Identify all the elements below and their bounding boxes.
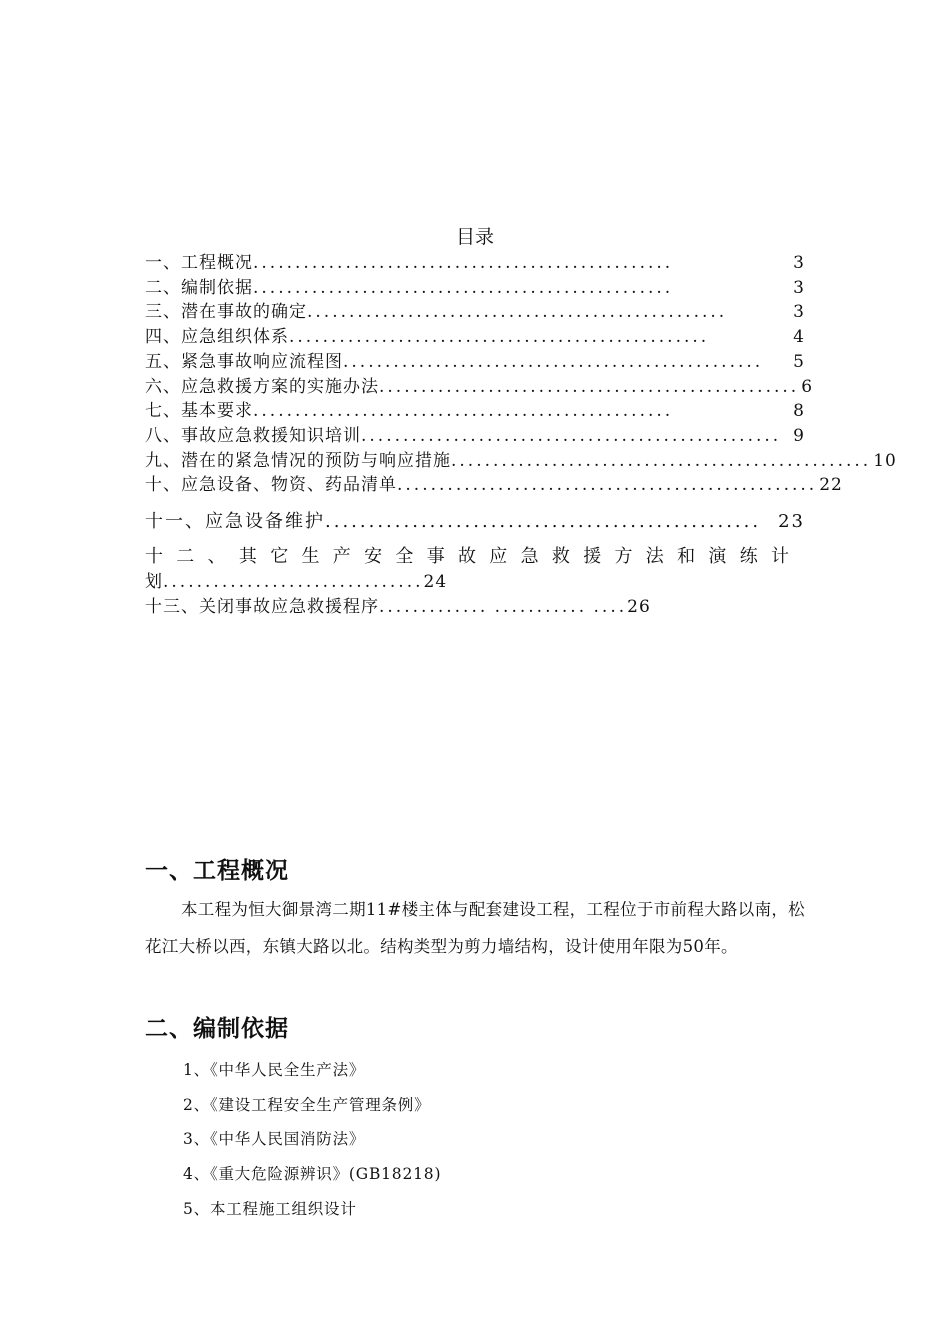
toc-page-number: 26 (627, 597, 651, 618)
toc-entry-label: 一、工程概况 (145, 253, 253, 273)
toc-page-number: 6 (801, 376, 814, 397)
toc-entry-label: 三、潜在事故的确定 (145, 302, 307, 323)
toc-page-number: 23 (778, 511, 805, 533)
toc-page-number: 4 (793, 327, 805, 348)
toc-leader-dots: .................................................. (253, 277, 674, 298)
toc-entry-label: 八、事故应急救援知识培训 (145, 425, 361, 446)
toc-entry[interactable] (145, 508, 805, 536)
toc-entry-label: 四、应急组织体系 (145, 327, 289, 348)
toc-page-number: 10 (873, 450, 897, 471)
toc-entry[interactable] (145, 251, 805, 276)
toc-entry-label: 十一、应急设备维护 (145, 511, 325, 533)
toc-leader-dots: .................................................. (307, 302, 728, 323)
list-item: 4、《重大危险源辨识》(GB18218) (183, 1165, 442, 1184)
toc-page-number: 22 (819, 475, 843, 496)
toc-page-number: 24 (423, 572, 448, 593)
toc-entry[interactable] (145, 350, 805, 375)
toc-entry[interactable] (145, 375, 814, 400)
toc-entry-label: 二、编制依据 (145, 277, 253, 298)
toc-entry-label: 六、应急救援方案的实施办法 (145, 376, 379, 397)
toc-leader-dots: .................................................. (379, 376, 800, 397)
toc-leader-dots: .................................................. (361, 425, 782, 446)
section-heading: 一、工程概况 (145, 858, 289, 884)
toc-entry-label: 九、潜在的紧急情况的预防与响应措施 (145, 450, 451, 471)
toc-leader-dots: .... (593, 597, 628, 618)
toc-entry-label: 十三、关闭事故应急救援程序 (145, 597, 379, 618)
toc-entry[interactable] (145, 399, 805, 424)
toc-page-number: 3 (793, 277, 805, 298)
toc-leader-dots: ............................... (163, 572, 424, 593)
toc-page-number: 3 (793, 302, 805, 323)
section-paragraph: 本工程为恒大御景湾二期11#楼主体与配套建设工程，工程位于市前程大路以南，松花江大桥以西，东镇大路以北。结构类型为剪力墙结构，设计使用年限为50年。 (145, 900, 805, 956)
toc-leader-dots: .................................................. (289, 327, 710, 348)
toc-page-number: 9 (793, 425, 805, 446)
toc-page-number: 8 (793, 401, 805, 422)
toc-entry-label: 划 (145, 572, 163, 593)
toc-leader-dots: .................................................. (451, 450, 872, 471)
toc-entry-label: 五、紧急事故响应流程图 (145, 351, 343, 372)
toc-page-number: 3 (793, 253, 805, 273)
section-heading: 二、编制依据 (145, 1016, 289, 1042)
toc-page-number: 5 (793, 351, 805, 372)
table-of-contents (145, 251, 897, 620)
list-item: 1、《中华人民全生产法》 (183, 1061, 366, 1079)
toc-leader-dots: ........... (494, 597, 588, 618)
toc-leader-dots: .................................................. (253, 401, 674, 422)
toc-leader-dots: .................................................. (397, 475, 818, 496)
toc-leader-dots: ............. (379, 597, 489, 618)
toc-title: 目录 (455, 226, 494, 248)
toc-entry[interactable] (145, 473, 843, 498)
list-item: 5、本工程施工组织设计 (183, 1199, 357, 1218)
toc-leader-dots: .................................................. (343, 351, 764, 372)
toc-entry[interactable] (145, 424, 805, 449)
toc-entry[interactable] (145, 276, 805, 301)
list-item: 3、《中华人民国消防法》 (183, 1130, 366, 1149)
list-item: 2、《建设工程安全生产管理条例》 (183, 1095, 431, 1114)
toc-entry[interactable] (145, 300, 805, 325)
toc-leader-dots: .................................................. (325, 511, 762, 533)
toc-entry[interactable] (145, 325, 805, 350)
toc-entry-wrapped-line2[interactable] (145, 570, 805, 594)
toc-entry-label: 十、应急设备、物资、药品清单 (145, 475, 397, 496)
toc-entry[interactable] (145, 449, 897, 474)
toc-entry[interactable] (145, 594, 805, 620)
basis-list (183, 1053, 441, 1227)
toc-entry-wrapped-line1[interactable]: 十二、其它生产安全事故应急救援方法和演练计 (145, 546, 803, 568)
toc-leader-dots: .................................................. (253, 253, 674, 273)
toc-entry-label: 七、基本要求 (145, 401, 253, 422)
